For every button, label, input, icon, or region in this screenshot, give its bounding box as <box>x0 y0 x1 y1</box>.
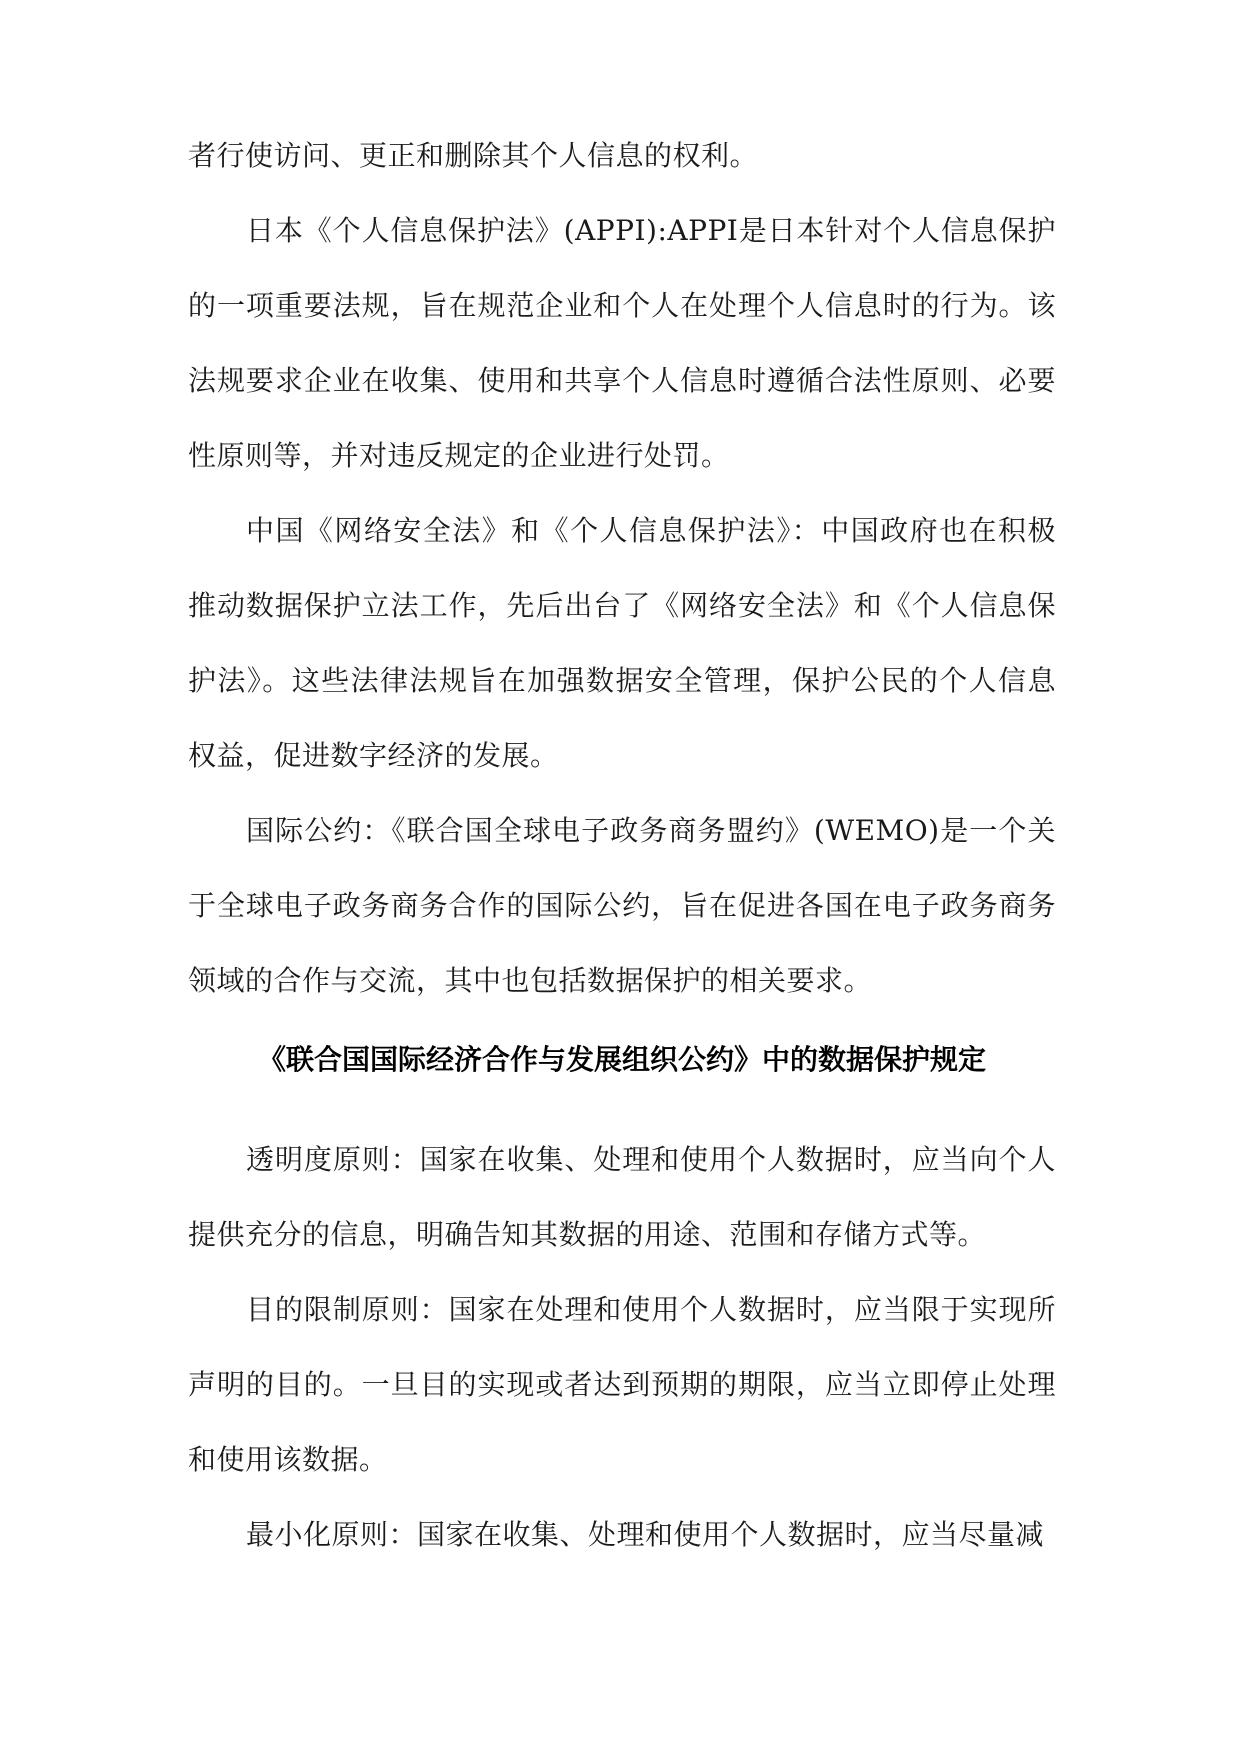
paragraph-continuation: 者行使访问、更正和删除其个人信息的权利。 <box>188 139 759 172</box>
section-heading: 《联合国国际经济合作与发展组织公约》中的数据保护规定 <box>257 1043 986 1076</box>
paragraph-japan-appi: 日本《个人信息保护法》(APPI):APPI是日本针对个人信息保护的一项重要法规，旨在规范企业和个人在处理个人信息时的行为。该法规要求企业在收集、使用和共享个人信息时遵循合法性原则、必要性原则等，并对违反规定的企业进行处罚。 <box>188 214 1056 472</box>
paragraph-minimization-principle: 最小化原则：国家在收集、处理和使用个人数据时，应当尽量减 <box>246 1518 1045 1551</box>
paragraph-purpose-limitation-principle: 目的限制原则：国家在处理和使用个人数据时，应当限于实现所声明的目的。一旦目的实现或者达到预期的期限，应当立即停止处理和使用该数据。 <box>188 1293 1056 1476</box>
paragraph-china-laws: 中国《网络安全法》和《个人信息保护法》：中国政府也在积极推动数据保护立法工作，先后出台了《网络安全法》和《个人信息保护法》。这些法律法规旨在加强数据安全管理，保护公民的个人信息权益，促进数字经济的发展。 <box>188 514 1056 772</box>
paragraph-international-convention: 国际公约：《联合国全球电子政务商务盟约》(WEMO)是一个关于全球电子政务商务合作的国际公约，旨在促进各国在电子政务商务领域的合作与交流，其中也包括数据保护的相关要求。 <box>188 814 1056 997</box>
paragraph-transparency-principle: 透明度原则：国家在收集、处理和使用个人数据时，应当向个人提供充分的信息，明确告知其数据的用途、范围和存储方式等。 <box>188 1143 1056 1251</box>
